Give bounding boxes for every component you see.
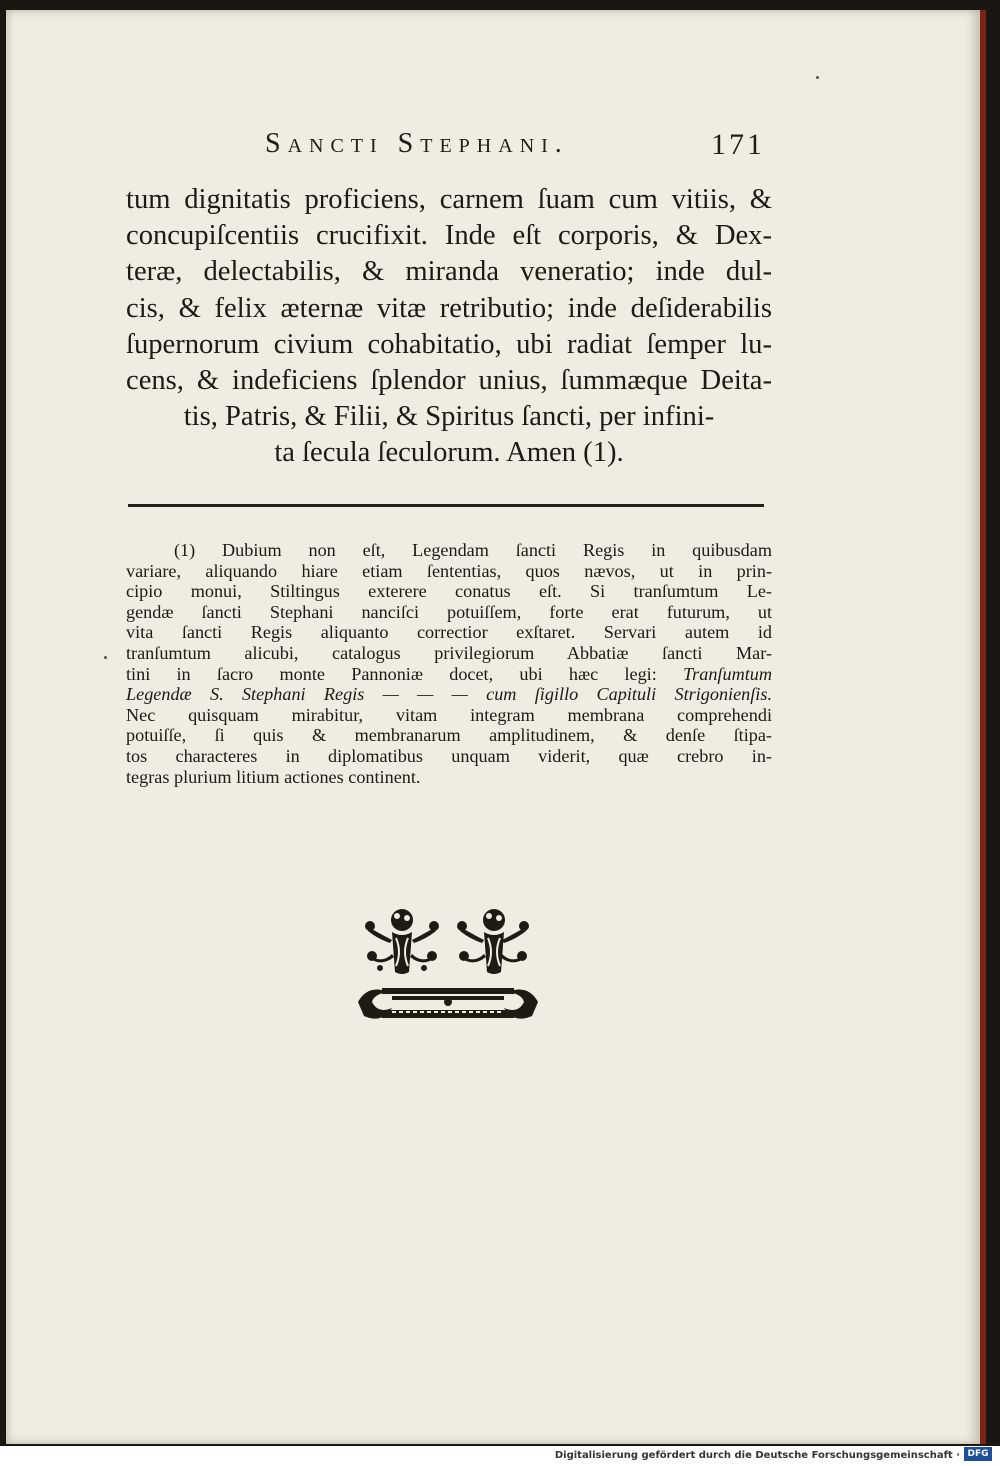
paper-speck: [104, 656, 107, 659]
page-edge: [980, 10, 986, 1444]
footnote-line: tegras plurium litium actiones continent.: [126, 766, 421, 787]
footnote-line: cipio monui, Stiltingus exterere conatus eſt. Si tranſumtum Le-: [126, 581, 772, 602]
digitization-credit: Digitalisierung gefördert durch die Deutsche Forschungsgemeinschaft ·: [554, 1450, 960, 1461]
text-line: cens, & indeficiens ſplendor unius, ſummæque Deita-: [126, 364, 772, 396]
text-line: cis, & felix æternæ vitæ retributio; inde deſiderabilis: [126, 292, 772, 324]
footnote-line: potuiſſe, ſi quis & membranarum amplitudinem, & denſe ſtipa-: [126, 725, 772, 746]
paper-speck: [816, 76, 819, 79]
footnote-separator-rule: [128, 504, 764, 507]
footnote: [126, 540, 772, 787]
footnote-line: Nec quisquam mirabitur, vitam integram membrana comprehendi: [126, 704, 772, 725]
footnote-line: tos characteres in diplomatibus unquam viderit, quæ crebro in-: [126, 745, 772, 766]
page-number: 171: [711, 128, 765, 161]
text-line: teræ, delectabilis, & miranda veneratio; inde dul-: [126, 256, 772, 288]
text-line: concupiſcentiis crucifixit. Inde eſt corporis, & Dex-: [126, 220, 772, 252]
text-line: ſupernorum civium cohabitatio, ubi radiat ſemper lu-: [126, 328, 772, 360]
floral-tailpiece-icon: [352, 906, 544, 1030]
running-title: Sancti Stephani.: [265, 128, 569, 159]
footnote-line: variare, aliquando hiare etiam ſententias, quos nævos, ut in prin-: [126, 560, 772, 581]
footnote-line: [126, 664, 772, 685]
footnote-line: (1) Dubium non eſt, Legendam ſancti Regis in quibusdam: [174, 540, 772, 560]
text-line: tum dignitatis proficiens, carnem ſuam cum vitiis, &: [126, 184, 772, 215]
text-line: ta ſecula ſeculorum. Amen (1).: [274, 437, 624, 469]
footnote-italic-word: Tranſumtum: [683, 663, 772, 684]
footnote-line: gendæ ſancti Stephani nanciſci potuiſſem, forte erat futurum, ut: [126, 601, 772, 622]
running-head: [265, 128, 765, 168]
footnote-line-text: tini in ſacro monte Pannoniæ docet, ubi hæc legi:: [126, 663, 657, 684]
footnote-line: Legendæ S. Stephani Regis — — — cum ſigillo Capituli Strigonienſis.: [126, 684, 772, 705]
text-line: tis, Patris, & Filii, & Spiritus ſancti, per infini-: [183, 401, 715, 433]
main-text: [126, 182, 772, 472]
footnote-line: vita ſancti Regis aliquanto correctior exſtaret. Servari autem id: [126, 622, 772, 643]
dfg-logo: DFG: [964, 1447, 992, 1461]
footnote-line: tranſumtum alicubi, catalogus privilegiorum Abbatiæ ſancti Mar-: [126, 642, 772, 663]
